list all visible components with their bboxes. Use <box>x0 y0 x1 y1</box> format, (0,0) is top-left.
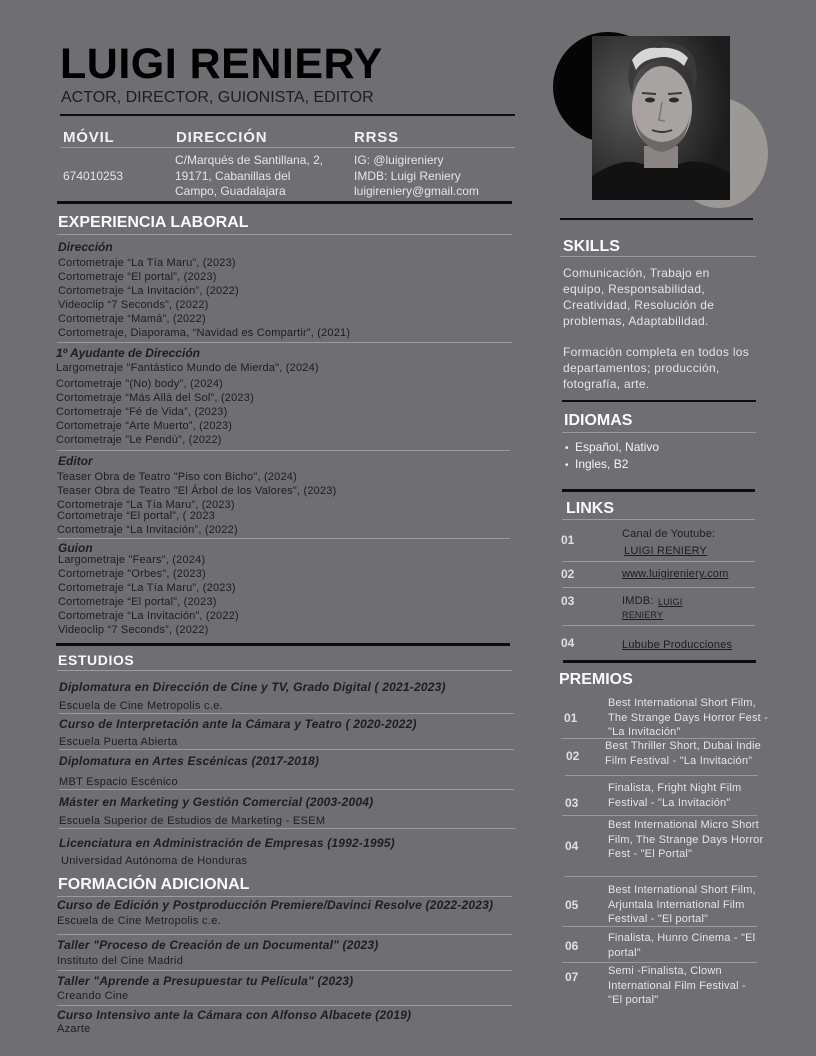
social-instagram[interactable]: IG: @luigireniery <box>354 153 444 167</box>
award-number: 03 <box>565 796 579 810</box>
link-number: 04 <box>561 636 575 650</box>
list-item: Cortometraje “Más Allá del Sol”, (2023) <box>56 392 254 404</box>
list-item: Cortometraje, Diaporama, “Navidad es Compartir”, (2021) <box>58 327 351 339</box>
contact-social <box>354 153 514 200</box>
contact-phone: 674010253 <box>63 169 124 183</box>
training-divider <box>57 896 512 897</box>
experience-group-list <box>58 256 350 340</box>
study-institution: Escuela Superior de Estudios de Marketing - ESEM <box>59 815 326 827</box>
training-title-item: Taller "Proceso de Creación de un Documental" (2023) <box>57 938 379 952</box>
award-text: Best International Micro Short Film, The Strange Days Horror Fest - "El Portal" <box>608 819 764 860</box>
right-top-divider <box>560 218 753 220</box>
link-number: 02 <box>561 567 575 581</box>
links-bottom-divider <box>563 660 756 663</box>
awards-title: PREMIOS <box>559 671 633 688</box>
list-item: Cortometraje "Orbes", (2023) <box>58 568 206 580</box>
group-divider <box>57 538 510 539</box>
experience-group-list <box>58 553 239 637</box>
study-institution: MBT Espacio Escénico <box>59 776 178 788</box>
study-title: Diplomatura en Dirección de Cine y TV, Grado Digital ( 2021-2023) <box>59 680 446 694</box>
study-divider <box>59 789 514 790</box>
experience-group-list <box>57 470 337 537</box>
list-item: Cortometraje “Fé de Vida”, (2023) <box>56 406 228 418</box>
contact-bottom-divider <box>57 201 512 204</box>
study-title: Licenciatura en Administración de Empresas (1992-1995) <box>59 836 395 850</box>
experience-group-label: Editor <box>58 454 93 468</box>
link-production[interactable]: Lubube Producciones <box>622 639 733 651</box>
candidate-roles: ACTOR, DIRECTOR, GUIONISTA, EDITOR <box>61 89 374 106</box>
award-number: 06 <box>565 939 579 953</box>
list-item: Cortometraje “La Tía Maru”, (2023) <box>58 257 236 269</box>
contact-address: C/Marqués de Santillana, 2, 19171, Cabanillas del Campo, Guadalajara <box>175 153 324 198</box>
list-item: Videoclip “7 Seconds”, (2022) <box>58 299 209 311</box>
award-text: Finalista, Hunro Cinema - "El portal" <box>608 932 756 959</box>
award-text: Best International Short Film, The Strange Days Horror Fest - "La Invitación" <box>608 697 769 738</box>
experience-group-label: Guion <box>58 541 93 555</box>
study-institution: Universidad Autónoma de Honduras <box>61 855 248 867</box>
list-item: Largometraje "Fears", (2024) <box>58 554 206 566</box>
list-item: Cortometraje “Arte Muerto”, (2023) <box>56 420 233 432</box>
link-label: Canal de Youtube: <box>622 528 716 540</box>
training-title-item: Taller "Aprende a Presupuestar tu Película" (2023) <box>57 974 354 988</box>
list-item: Cortometraje “La Tía Maru”, (2023) <box>57 499 235 511</box>
training-institution: Escuela de Cine Metropolis c.e. <box>57 915 221 927</box>
training-item-divider <box>57 1005 512 1006</box>
list-item: Cortometraje "Le Pendù", (2022) <box>56 434 222 446</box>
award-divider <box>564 876 757 877</box>
languages-divider <box>562 432 756 433</box>
experience-group-label: Dirección <box>58 240 113 254</box>
training-item-divider <box>57 934 512 935</box>
link-number: 03 <box>561 594 575 608</box>
experience-title: EXPERIENCIA LABORAL <box>58 214 249 231</box>
award-divider <box>565 775 758 776</box>
header-divider <box>60 114 515 116</box>
award-text: Best International Short Film, Arjuntala International Film Festival - "El portal" <box>608 884 756 925</box>
link-divider <box>562 561 755 562</box>
skills-title: SKILLS <box>563 238 620 255</box>
skills-bottom-divider <box>562 400 756 402</box>
list-item: Teaser Obra de Teatro "Piso con Bicho", (2024) <box>57 471 297 483</box>
experience-divider <box>57 234 512 235</box>
list-item: Videoclip “7 Seconds”, (2022) <box>58 624 209 636</box>
award-number: 05 <box>565 898 579 912</box>
study-title: Curso de Interpretación ante la Cámara y Teatro ( 2020-2022) <box>59 717 417 731</box>
training-institution: Creando Cine <box>57 990 129 1002</box>
experience-group-list <box>56 361 319 447</box>
award-number: 01 <box>564 711 578 725</box>
list-item: Cortometraje “Mamá”, (2022) <box>58 313 206 325</box>
link-website[interactable]: www.luigireniery.com <box>622 568 729 580</box>
contact-header-divider <box>60 147 515 148</box>
contact-direccion-label: DIRECCIÓN <box>176 129 268 146</box>
studies-divider <box>57 670 512 671</box>
award-text: Best Thriller Short, Dubai Indie Film Festival - "La Invitación" <box>605 740 761 767</box>
social-email[interactable]: luigireniery@gmail.com <box>354 184 479 198</box>
study-divider <box>59 713 514 714</box>
award-divider <box>562 926 757 927</box>
link-youtube[interactable]: LUIGI RENIERY <box>624 545 708 557</box>
training-institution: Azarte <box>57 1023 91 1035</box>
group-divider <box>57 342 512 343</box>
link-imdb[interactable]: LUIGI RENIERY <box>622 597 683 620</box>
award-divider <box>562 815 757 816</box>
training-title-item: Curso de Edición y Postproducción Premiere/Davinci Resolve (2022-2023) <box>57 898 494 912</box>
skills-divider <box>560 256 756 257</box>
list-item: Cortometraje “El portal”, (2023) <box>58 271 217 283</box>
award-number: 04 <box>565 839 579 853</box>
language-item: • Ingles, B2 <box>565 457 659 474</box>
language-item: • Español, Nativo <box>565 440 659 457</box>
list-item: Cortometraje “La Invitación”, (2022) <box>58 610 239 622</box>
contact-rrss-label: RRSS <box>354 129 399 146</box>
list-item: Cortometraje “La Invitación”, (2022) <box>57 524 238 536</box>
list-item: Cortometraje “La Tía Maru”, (2023) <box>58 582 236 594</box>
contact-movil-label: MÓVIL <box>63 129 115 146</box>
list-item: Cortometraje “El portal”, ( 2023 <box>57 510 216 522</box>
experience-group-label: 1º Ayudante de Dirección <box>56 346 200 360</box>
skills-text: Comunicación, Trabajo en equipo, Responsabilidad, Creatividad, Resolución de problemas, Adaptabilidad. <box>563 266 715 328</box>
list-item: Largometraje "Fantástico Mundo de Mierda", (2024) <box>56 362 319 374</box>
study-title: Máster en Marketing y Gestión Comercial (2003-2004) <box>59 795 374 809</box>
experience-bottom-divider <box>56 643 510 646</box>
study-institution: Escuela Puerta Abierta <box>59 736 178 748</box>
skills-training-text: Formación completa en todos los departamentos; producción, fotografía, arte. <box>563 345 750 391</box>
studies-title: ESTUDIOS <box>58 652 135 668</box>
study-institution: Escuela de Cine Metropolis c.e. <box>59 700 223 712</box>
link-number: 01 <box>561 533 575 547</box>
award-divider <box>562 962 757 963</box>
languages-title: IDIOMAS <box>564 412 633 429</box>
study-divider <box>59 828 516 829</box>
links-title: LINKS <box>566 500 614 517</box>
training-title: FORMACIÓN ADICIONAL <box>58 876 250 893</box>
award-text: Semi -Finalista, Clown International Film Festival - "El portal" <box>608 965 746 1006</box>
languages-list <box>565 440 659 473</box>
link-divider <box>562 625 755 626</box>
study-title: Diplomatura en Artes Escénicas (2017-2018) <box>59 754 320 768</box>
training-title-item: Curso Intensivo ante la Cámara con Alfonso Albacete (2019) <box>57 1008 412 1022</box>
award-text: Finalista, Fright Night Film Festival - "La Invitación" <box>608 782 742 809</box>
links-divider <box>562 519 755 520</box>
list-item: Teaser Obra de Teatro "El Árbol de los Valores", (2023) <box>57 485 337 497</box>
training-item-divider <box>57 970 512 971</box>
list-item: Cortometraje “La Invitación”, (2022) <box>58 285 239 297</box>
portrait-image <box>592 36 730 200</box>
social-imdb[interactable]: IMDB: Luigi Reniery <box>354 168 461 183</box>
list-item: Cortometraje “El portal”, (2023) <box>58 596 217 608</box>
link-label: IMDB: <box>622 595 654 607</box>
training-institution: Instituto del Cine Madrid <box>57 955 184 967</box>
study-divider <box>59 749 514 750</box>
group-divider <box>57 450 510 451</box>
candidate-name: LUIGI RENIERY <box>60 40 383 88</box>
profile-photo <box>592 36 730 200</box>
award-number: 07 <box>565 970 579 984</box>
link-divider <box>562 587 755 588</box>
languages-bottom-divider <box>562 489 755 492</box>
award-number: 02 <box>566 749 580 763</box>
list-item: Cortometraje "(No) body", (2024) <box>56 378 224 390</box>
